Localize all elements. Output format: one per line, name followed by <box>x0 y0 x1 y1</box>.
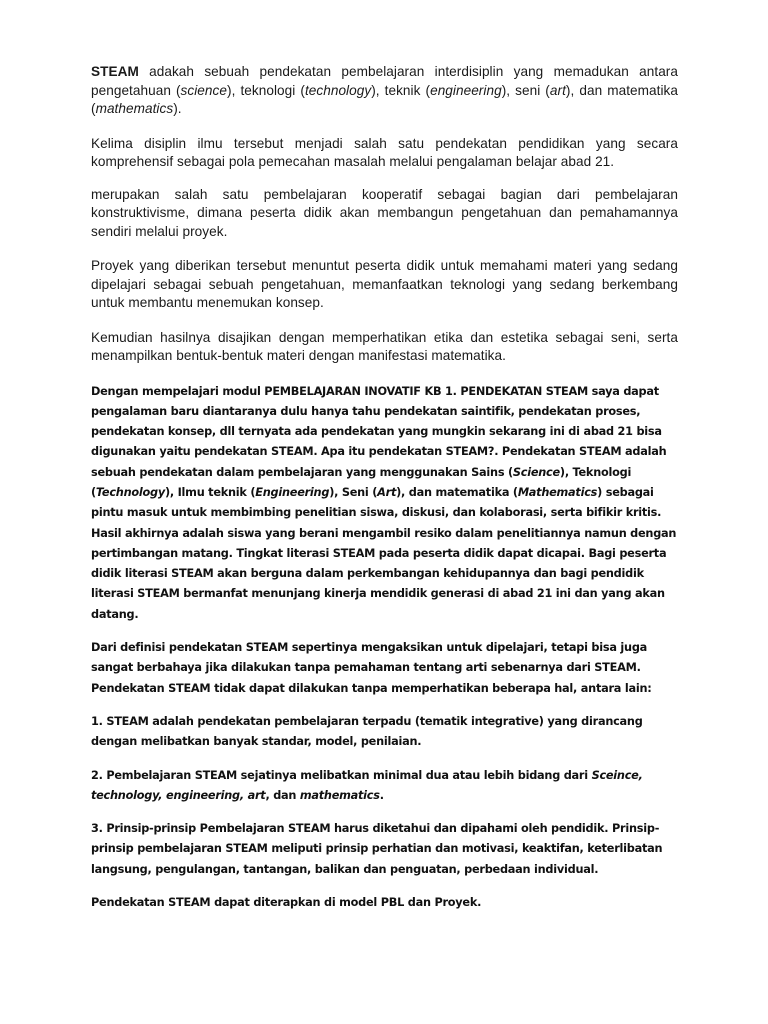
text-run: ), teknik ( <box>371 82 431 98</box>
list-item-2 <box>91 766 678 807</box>
term-art: Art <box>377 485 397 499</box>
steam-term: STEAM <box>91 64 139 79</box>
text-run: ), Ilmu teknik ( <box>164 485 256 499</box>
text-run: . <box>379 788 384 802</box>
text-run: , dan <box>265 788 300 802</box>
text-run: ), seni ( <box>501 82 550 98</box>
text-run: ), Seni ( <box>329 485 378 499</box>
project-paragraph: Proyek yang diberikan tersebut menuntut peserta didik untuk memahami materi yang sedang dipelajari sebagai sebuah pengetahuan, memanfaatkan teknologi yang sedang berkembang untuk membantu menemukan konsep. <box>91 258 678 310</box>
steam-definition-paragraph <box>91 63 678 119</box>
text-run: ) sebagai pintu masuk untuk membimbing penelitian siswa, diskusi, dan kolaborasi, serta bifikir kritis. Hasil akhirnya adalah siswa yang berani mengambil resiko dalam penelitiannya namun dengan pertimbangan matang. Tingkat literasi STEAM pada peserta didik dapat dicapai. Bagi peserta didik literasi STEAM akan berguna dalam perkembangan kehidupannya dan bagi pendidik literasi STEAM bermanfat menunjang kinerja mendidik generasi di abad 21 ini dan yang akan datang. <box>91 485 677 621</box>
text-run: ), dan matematika ( <box>91 82 678 116</box>
term-technology: technology <box>304 82 372 98</box>
list-item-3: 3. Prinsip-prinsip Pembelajaran STEAM harus diketahui dan dipahami oleh pendidik. Prinsip-prinsip pembelajaran STEAM meliputi prinsip perhatian dan motivasi, keaktifan, keterlibatan langsung, pengulangan, tantangan, balikan dan penguatan, perbedaan individual. <box>91 822 663 876</box>
term-art: art <box>549 82 566 98</box>
list-item-1: 1. STEAM adalah pendekatan pembelajaran terpadu (tematik integrative) yang dirancang dengan melibatkan banyak standar, model, penilaian. <box>91 714 643 749</box>
term-disciplines: Sceince, technology, engineering, art <box>91 768 643 802</box>
term-mathematics: mathematics <box>299 788 380 802</box>
text-run: adakah sebuah pendekatan pembelajaran interdisiplin yang memadukan antara pengetahuan ( <box>91 64 678 98</box>
text-run: ), teknologi ( <box>227 82 305 98</box>
disciplines-paragraph: Kelima disiplin ilmu tersebut menjadi salah satu pendekatan pendidikan yang secara komprehensif sebagai pola pemecahan masalah melalui pengalaman belajar abad 21. <box>91 135 678 169</box>
term-mathematics: Mathematics <box>517 485 598 499</box>
term-engineering: Engineering <box>255 485 330 499</box>
text-run: 2. Pembelajaran STEAM sejatinya melibatkan minimal dua atau lebih bidang dari <box>91 768 592 782</box>
term-engineering: engineering <box>430 82 502 98</box>
reflection-paragraph <box>91 382 678 626</box>
term-science: Science <box>512 465 560 479</box>
term-technology: Technology <box>95 485 165 499</box>
text-run: ). <box>173 101 182 116</box>
term-mathematics: mathematics <box>95 101 174 116</box>
text-run: ), dan matematika ( <box>396 485 518 499</box>
text-run: Dengan mempelajari modul PEMBELAJARAN INOVATIF KB 1. PENDEKATAN STEAM saya dapat pengalaman baru diantaranya dulu hanya tahu pendekatan saintifik, pendekatan proses, pendekatan konsep, dll ternyata ada pendekatan yang mungkin sekarang ini di abad 21 bisa digunakan yaitu pendekatan STEAM. Apa itu pendekatan STEAM?. Pendekatan STEAM adalah sebuah pendekatan dalam pembelajaran yang menggunakan Sains ( <box>91 384 667 479</box>
text-run: ), Teknologi ( <box>91 465 632 499</box>
document-page <box>91 63 678 926</box>
results-paragraph: Kemudian hasilnya disajikan dengan memperhatikan etika dan estetika sebagai seni, serta menampilkan bentuk-bentuk materi dengan manifestasi matematika. <box>91 329 678 363</box>
closing-paragraph: Pendekatan STEAM dapat diterapkan di model PBL dan Proyek. <box>91 896 482 910</box>
caution-paragraph: Dari definisi pendekatan STEAM sepertinya mengaksikan untuk dipelajari, tetapi bisa juga sangat berbahaya jika dilakukan tanpa pemahaman tentang arti sebenarnya dari STEAM. Pendekatan STEAM tidak dapat dilakukan tanpa memperhatikan beberapa hal, antara lain: <box>91 641 652 695</box>
cooperative-learning-paragraph: merupakan salah satu pembelajaran kooperatif sebagai bagian dari pembelajaran konstruktivisme, dimana peserta didik akan membangun pengetahuan dan pemahamannya sendiri melalui proyek. <box>91 186 678 239</box>
term-science: science <box>180 82 227 98</box>
